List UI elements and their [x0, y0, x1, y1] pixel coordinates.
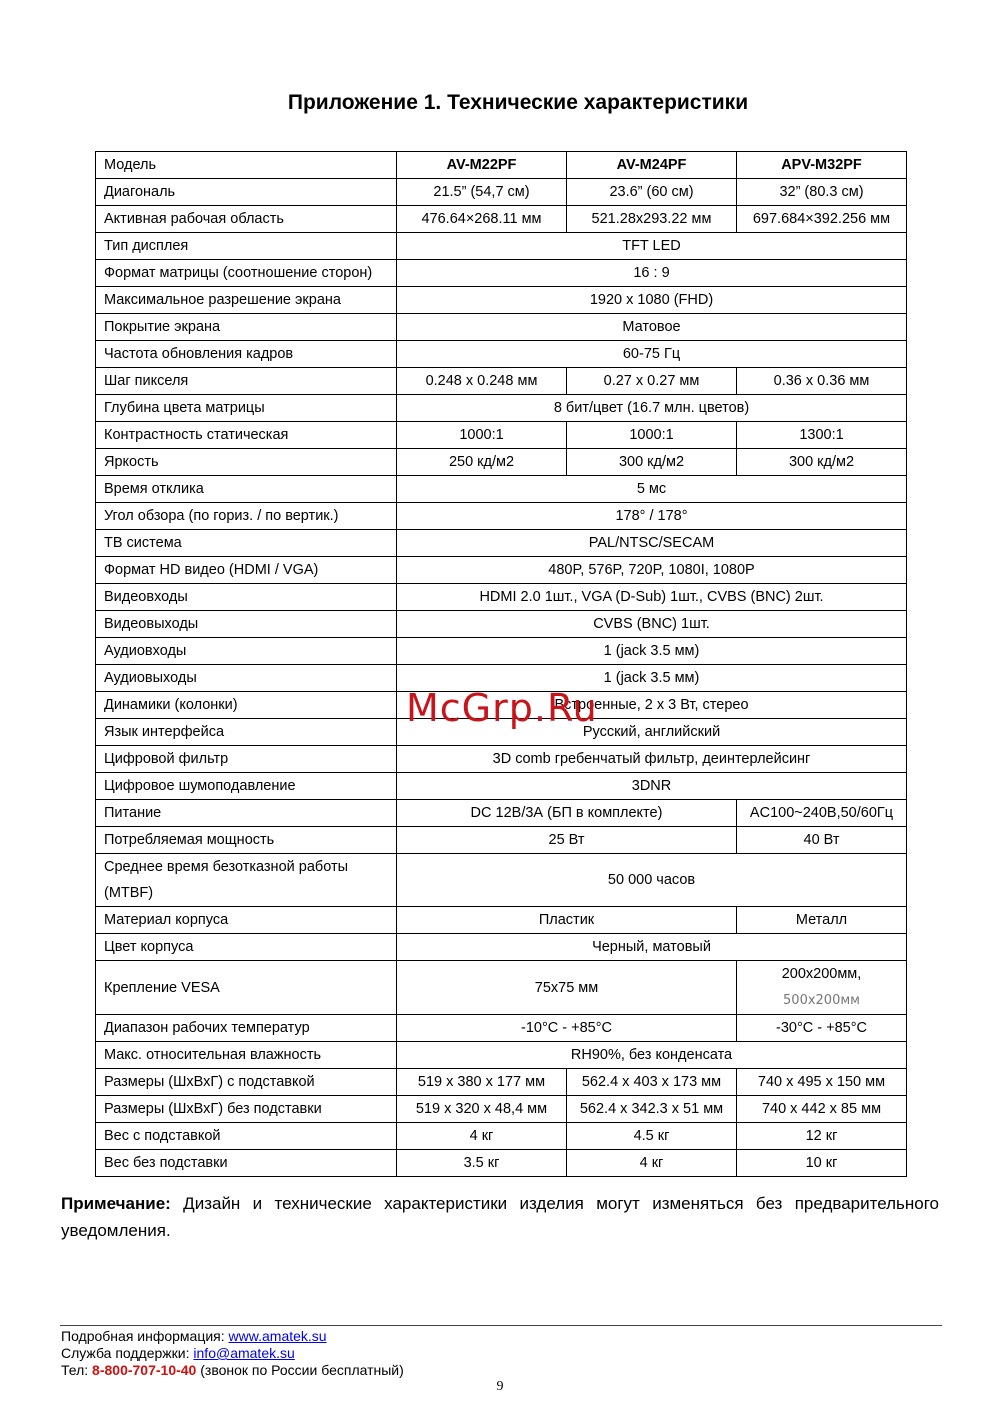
row-label: Цифровой фильтр	[96, 746, 397, 773]
page-title: Приложение 1. Технические характеристики	[287, 91, 749, 114]
table-row	[96, 206, 907, 233]
row-label: Шаг пикселя	[96, 368, 397, 395]
row-label: Глубина цвета матрицы	[96, 395, 397, 422]
table-row	[96, 368, 907, 395]
table-row	[96, 1150, 907, 1177]
table-row	[96, 260, 907, 287]
row-label: Активная рабочая область	[96, 206, 397, 233]
mtbf-label-line1: Среднее время безотказной работы	[104, 859, 349, 875]
cell-all: 3DNR	[397, 773, 907, 800]
row-label: Максимальное разрешение экрана	[96, 287, 397, 314]
cell-m1: 3.5 кг	[397, 1150, 567, 1177]
row-label: Покрытие экрана	[96, 314, 397, 341]
row-label: Размеры (ШхВхГ) с подставкой	[96, 1069, 397, 1096]
cell-m3: -30°C - +85°C	[737, 1015, 907, 1042]
cell-m2: 4.5 кг	[567, 1123, 737, 1150]
cell-m1: 519 x 320 x 48,4 мм	[397, 1096, 567, 1123]
cell-m2: 23.6” (60 см)	[567, 179, 737, 206]
footer-phone-note: (звонок по России бесплатный)	[196, 1362, 404, 1378]
row-label: Формат матрицы (соотношение сторон)	[96, 260, 397, 287]
table-row	[96, 800, 907, 827]
cell-all: 178° / 178°	[397, 503, 907, 530]
page-number: 9	[496, 1379, 504, 1394]
note-paragraph	[61, 1190, 939, 1244]
vesa-m3-line1: 200x200мм,	[781, 966, 862, 982]
row-label: Аудиовыходы	[96, 665, 397, 692]
table-row	[96, 314, 907, 341]
table-row	[96, 1015, 907, 1042]
row-label: Размеры (ШхВхГ) без подставки	[96, 1096, 397, 1123]
cell-all: 5 мс	[397, 476, 907, 503]
row-label: Цвет корпуса	[96, 934, 397, 961]
table-row	[96, 476, 907, 503]
footer-support-line	[61, 1345, 404, 1362]
cell-all: 1920 x 1080 (FHD)	[397, 287, 907, 314]
row-label: Формат HD видео (HDMI / VGA)	[96, 557, 397, 584]
website-link[interactable]: www.amatek.su	[228, 1328, 327, 1344]
cell-all: 60-75 Гц	[397, 341, 907, 368]
table-row	[96, 503, 907, 530]
mtbf-label-line2: (MTBF)	[104, 885, 154, 901]
cell-m1: 0.248 x 0.248 мм	[397, 368, 567, 395]
table-row	[96, 638, 907, 665]
cell-m3: AC100~240В,50/60Гц	[737, 800, 907, 827]
cell-m3: 10 кг	[737, 1150, 907, 1177]
cell-m1: 519 x 380 x 177 мм	[397, 1069, 567, 1096]
table-row	[96, 341, 907, 368]
cell-m3: 40 Вт	[737, 827, 907, 854]
table-row	[96, 179, 907, 206]
phone-number: 8-800-707-10-40	[92, 1362, 197, 1378]
row-label: Вес с подставкой	[96, 1123, 397, 1150]
cell-m3: 740 x 495 x 150 мм	[737, 1069, 907, 1096]
row-label	[96, 854, 397, 907]
row-label: Диапазон рабочих температур	[96, 1015, 397, 1042]
cell-all: HDMI 2.0 1шт., VGA (D-Sub) 1шт., CVBS (BNC) 2шт.	[397, 584, 907, 611]
cell-m2: 4 кг	[567, 1150, 737, 1177]
footer-phone-line	[61, 1362, 404, 1379]
cell-m3: 740 x 442 x 85 мм	[737, 1096, 907, 1123]
support-email-link[interactable]: info@amatek.su	[193, 1345, 295, 1361]
table-row	[96, 530, 907, 557]
table-row	[96, 719, 907, 746]
row-label: Макс. относительная влажность	[96, 1042, 397, 1069]
cell-all: CVBS (BNC) 1шт.	[397, 611, 907, 638]
footer-phone-label: Тел:	[61, 1362, 93, 1378]
cell-m2: 562.4 x 403 x 173 мм	[567, 1069, 737, 1096]
cell-m12: 25 Вт	[397, 827, 737, 854]
cell-all: Встроенные, 2 x 3 Вт, стерео	[397, 692, 907, 719]
row-label: ТВ система	[96, 530, 397, 557]
table-row	[96, 422, 907, 449]
row-label: Крепление VESA	[96, 961, 397, 1015]
cell-m1: 250 кд/м2	[397, 449, 567, 476]
row-label: Цифровое шумоподавление	[96, 773, 397, 800]
cell-m3: Металл	[737, 907, 907, 934]
specifications-table	[95, 151, 907, 1177]
cell-all: 50 000 часов	[397, 854, 907, 907]
row-label: Материал корпуса	[96, 907, 397, 934]
row-label: Яркость	[96, 449, 397, 476]
vesa-m3-line2: 500x200мм	[783, 993, 860, 1008]
row-label: Время отклика	[96, 476, 397, 503]
row-label: Видеовходы	[96, 584, 397, 611]
cell-m3: 0.36 x 0.36 мм	[737, 368, 907, 395]
row-label: Тип дисплея	[96, 233, 397, 260]
row-label: Динамики (колонки)	[96, 692, 397, 719]
row-label: Диагональ	[96, 179, 397, 206]
watermark: McGrp.Ru	[406, 686, 598, 730]
row-label: Язык интерфейса	[96, 719, 397, 746]
row-label: Питание	[96, 800, 397, 827]
cell-m2: 0.27 x 0.27 мм	[567, 368, 737, 395]
cell-all: Матовое	[397, 314, 907, 341]
header-model-av-m24pf: AV-M24PF	[567, 152, 737, 179]
table-header-row	[96, 152, 907, 179]
cell-all: 480P, 576P, 720P, 1080I, 1080P	[397, 557, 907, 584]
table-row	[96, 611, 907, 638]
row-label: Частота обновления кадров	[96, 341, 397, 368]
cell-m12: DC 12В/3А (БП в комплекте)	[397, 800, 737, 827]
cell-m2: 562.4 x 342.3 x 51 мм	[567, 1096, 737, 1123]
row-label: Вес без подставки	[96, 1150, 397, 1177]
row-label: Потребляемая мощность	[96, 827, 397, 854]
cell-all: RH90%, без конденсата	[397, 1042, 907, 1069]
table-row	[96, 827, 907, 854]
table-row	[96, 854, 907, 907]
header-model-av-m22pf: AV-M22PF	[397, 152, 567, 179]
cell-m12: 75x75 мм	[397, 961, 737, 1015]
cell-m2: 1000:1	[567, 422, 737, 449]
cell-m3: 1300:1	[737, 422, 907, 449]
cell-m1: 4 кг	[397, 1123, 567, 1150]
cell-m12: Пластик	[397, 907, 737, 934]
cell-m1: 476.64×268.11 мм	[397, 206, 567, 233]
footer-info-line	[61, 1328, 404, 1345]
cell-m1: 1000:1	[397, 422, 567, 449]
row-label: Аудиовходы	[96, 638, 397, 665]
table-row	[96, 287, 907, 314]
table-row	[96, 665, 907, 692]
note-text: Дизайн и технические характеристики изделия могут изменяться без предварительного уведомления.	[61, 1194, 939, 1240]
cell-all: 16 : 9	[397, 260, 907, 287]
header-model-apv-m32pf: APV-M32PF	[737, 152, 907, 179]
table-row	[96, 692, 907, 719]
cell-all: 8 бит/цвет (16.7 млн. цветов)	[397, 395, 907, 422]
row-label: Контрастность статическая	[96, 422, 397, 449]
table-row	[96, 907, 907, 934]
cell-all: Черный, матовый	[397, 934, 907, 961]
table-row	[96, 233, 907, 260]
table-row	[96, 584, 907, 611]
cell-m3: 12 кг	[737, 1123, 907, 1150]
table-row	[96, 961, 907, 1015]
cell-all: PAL/NTSC/SECAM	[397, 530, 907, 557]
cell-all: TFT LED	[397, 233, 907, 260]
footer	[61, 1328, 404, 1379]
table-row	[96, 395, 907, 422]
table-row	[96, 773, 907, 800]
table-row	[96, 934, 907, 961]
cell-m1: 21.5” (54,7 см)	[397, 179, 567, 206]
cell-m3: 32” (80.3 см)	[737, 179, 907, 206]
table-row	[96, 746, 907, 773]
table-row	[96, 1042, 907, 1069]
table-row	[96, 557, 907, 584]
cell-m2: 521.28x293.22 мм	[567, 206, 737, 233]
table-row	[96, 1096, 907, 1123]
table-row	[96, 449, 907, 476]
footer-support-label: Служба поддержки:	[61, 1345, 194, 1361]
cell-all: 1 (jack 3.5 мм)	[397, 665, 907, 692]
note-label: Примечание:	[61, 1194, 171, 1213]
cell-m3	[737, 961, 907, 1015]
cell-m12: -10°C - +85°C	[397, 1015, 737, 1042]
cell-m3: 697.684×392.256 мм	[737, 206, 907, 233]
footer-divider	[60, 1325, 942, 1326]
row-label: Видеовыходы	[96, 611, 397, 638]
table-row	[96, 1069, 907, 1096]
cell-m3: 300 кд/м2	[737, 449, 907, 476]
header-model-label: Модель	[96, 152, 397, 179]
cell-all: 3D comb гребенчатый фильтр, деинтерлейсинг	[397, 746, 907, 773]
cell-all: 1 (jack 3.5 мм)	[397, 638, 907, 665]
cell-m2: 300 кд/м2	[567, 449, 737, 476]
row-label: Угол обзора (по гориз. / по вертик.)	[96, 503, 397, 530]
footer-info-label: Подробная информация:	[61, 1328, 229, 1344]
cell-all: Русский, английский	[397, 719, 907, 746]
table-row	[96, 1123, 907, 1150]
